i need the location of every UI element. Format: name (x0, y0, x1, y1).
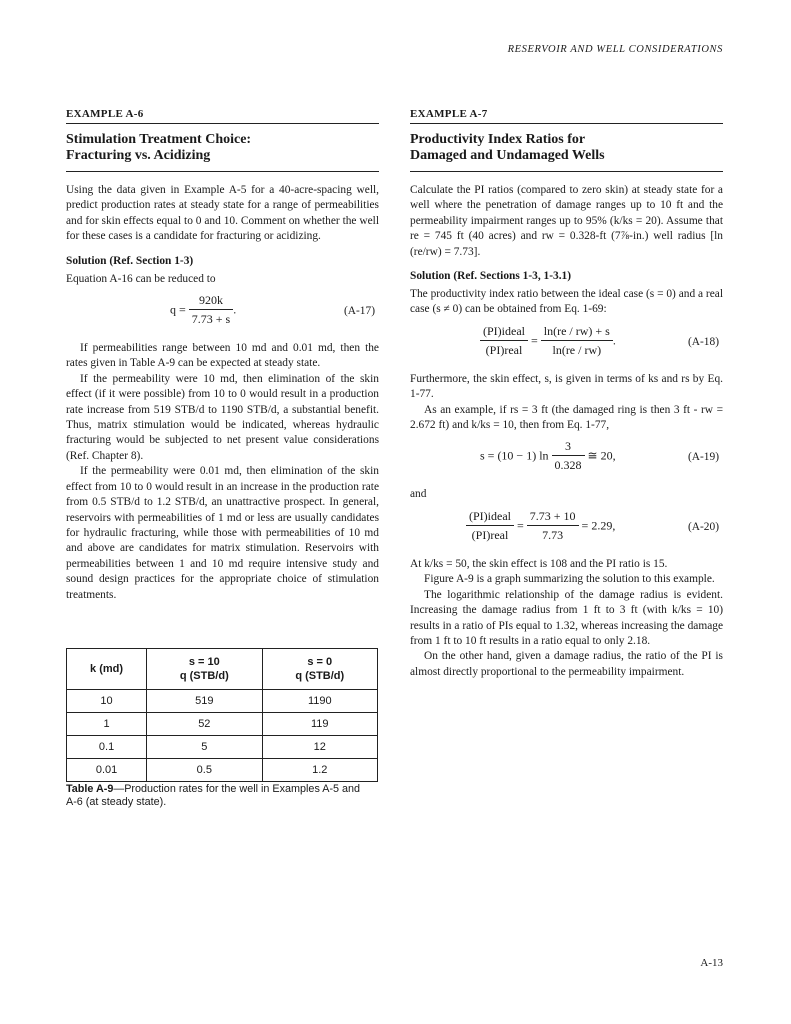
equation-a19 (410, 439, 723, 479)
cell-s0: 119 (262, 713, 377, 736)
skin-text: Furthermore, the skin effect, s, is given in terms of ks and rs by Eq. 1-77. (410, 372, 723, 401)
cell-s0: 12 (262, 736, 377, 759)
example-a7-solution-heading: Solution (Ref. Sections 1-3, 1-3.1) (410, 270, 572, 283)
example-a7-intro: Calculate the PI ratios (compared to zero skin) at steady state for a well where the penetration of damage ranges up to 10 ft and the permeability impairment ranges up to 95% (k/ks = 20). Assume that re = 745 ft (40 acres) and rw = 0.328-ft (7⅞-in.) well radius [ln (re/rw) = 7.73]. (410, 184, 723, 258)
result-text: At k/ks = 50, the skin effect is 108 and the PI ratio is 15. (410, 557, 668, 570)
header-k: k (md) (67, 649, 147, 690)
title-line: Fracturing vs. Acidizing (66, 148, 211, 163)
table-a9 (66, 648, 378, 782)
example-a6-solution-heading: Solution (Ref. Section 1-3) (66, 254, 194, 267)
title-line: Stimulation Treatment Choice: (66, 132, 252, 147)
pi-text: The productivity index ratio between the ideal case (s = 0) and a real case (s ≠ 0) can be obtained from Eq. 1-69: (410, 288, 723, 316)
eq20-rhs-num: 7.73 + 10 (527, 509, 579, 526)
cell-s10: 52 (147, 713, 262, 736)
divider (66, 171, 379, 172)
example-text: As an example, if rs = 3 ft (the damaged ring is then 3 ft - rw = 2.672 ft) and k/ks = 10, then from Eq. 1-77, (410, 403, 723, 432)
equation-a17: q = $\frac{920k}{7.73 + s}$ . (A-17) (170, 293, 375, 327)
eq17-numerator: 920k (189, 293, 233, 310)
table-row (67, 713, 378, 736)
example-a7-column (410, 108, 723, 680)
header-s10-top: s = 10 (188, 656, 220, 668)
divider (66, 123, 379, 124)
table-row (67, 690, 378, 713)
page-number: A-13 (700, 957, 723, 969)
eq17-number: (A-17) (344, 305, 375, 318)
equation-a18: $\frac{\text{(PI)ideal}}{\text{(PI)real}}$ = $\frac{\ln(re / rw) + s}{\ln(re / rw)}$ . (A-18) (410, 324, 723, 364)
cell-s10: 5 (147, 736, 262, 759)
table-a9-caption (66, 783, 366, 809)
eq18-lhs-num: (PI)ideal (480, 324, 528, 341)
cell-s0: 1.2 (262, 759, 377, 782)
eq18-number: (A-18) (688, 335, 719, 348)
example-a6-column (66, 108, 379, 603)
figure-text: Figure A-9 is a graph summarizing the solution to this example. (424, 573, 715, 586)
example-a6-label: EXAMPLE A-6 (66, 108, 144, 120)
divider (410, 171, 723, 172)
cell-s0: 1190 (262, 690, 377, 713)
title-line: Damaged and Undamaged Wells (410, 148, 605, 163)
eq20-lhs-num: (PI)ideal (466, 509, 514, 526)
cell-k: 1 (67, 713, 147, 736)
eq20-rhs-den: 7.73 (542, 527, 564, 542)
cell-k: 10 (67, 690, 147, 713)
eq18-rhs-num: ln(re / rw) + s (541, 324, 613, 341)
table-header-row (67, 649, 378, 690)
equation-a20: $\frac{\text{(PI)ideal}}{\text{(PI)real}}$ = $\frac{7.73 + 10}{7.73}$ = 2.29, (A-20) (410, 509, 723, 549)
eq17-denominator: 7.73 + s (191, 312, 231, 327)
example-a6-title (66, 132, 379, 164)
reduce-text: Equation A-16 can be reduced to (66, 272, 216, 285)
caption-text: —Production rates for the well in Examples A-5 and A-6 (at steady state). (66, 783, 361, 808)
eq20-number: (A-20) (688, 520, 719, 533)
divider (410, 123, 723, 124)
eq19-frac-num: 3 (552, 439, 585, 456)
eq19-lhs: s = (10 − 1) ln (480, 448, 549, 463)
table-row (67, 759, 378, 782)
paragraph: If permeabilities range between 10 md and 0.01 md, then the rates given in Table A-9 can be expected at steady state. (66, 342, 379, 370)
other-text: On the other hand, given a damage radius, the ratio of the PI is almost directly proportional to the permeability impairment. (410, 650, 723, 678)
eq17-lhs: q (170, 302, 176, 317)
title-line: Productivity Index Ratios for (410, 132, 586, 147)
header-s10-bottom: q (STB/d) (179, 670, 229, 682)
running-header: RESERVOIR AND WELL CONSIDERATIONS (507, 44, 723, 55)
eq18-lhs-den: (PI)real (485, 342, 523, 357)
paragraph: If the permeability were 0.01 md, then elimination of the skin effect from 10 to 0 would result in an increase in the production rate from 0.5 STB/d to 1.2 STB/d, an unattractive prospect. In general, reservoirs with permeabilities of 1 md or less are usually candidates for hydraulic fracturing, while those with permeabilities of 10 md and above are candidates for matrix stimulation. Reservoirs with permeabilities between 1 and 10 md require intensive study and sound design practices for the appropriate choice of stimulation treatments. (66, 465, 379, 601)
eq19-number: (A-19) (688, 451, 719, 464)
log-text: The logarithmic relationship of the damage radius is evident. Increasing the damage radius from 1 ft to 3 ft (with k/ks = 10) results in a ratio of PIs equal to 1.32, whereas increasing the damage from 1 ft to 10 ft results in a ratio equal to only 2.18. (410, 588, 723, 647)
cell-k: 0.01 (67, 759, 147, 782)
eq20-result: = 2.29, (581, 518, 616, 533)
header-s0-top: s = 0 (307, 656, 333, 668)
eq19-rhs: ≅ 20, (587, 448, 616, 463)
header-s10 (147, 649, 262, 690)
and-text: and (410, 488, 427, 501)
cell-s10: 519 (147, 690, 262, 713)
header-s0-bottom: q (STB/d) (295, 670, 345, 682)
header-s0 (262, 649, 377, 690)
example-a6-intro: Using the data given in Example A-5 for a 40-acre-spacing well, predict production rates at steady state for a range of permeabilities and for skin effects equal to 0 and 10. Comment on whether the well for these cases is a candidate for fracturing or acidizing. (66, 184, 379, 243)
eq19-frac-den: 0.328 (554, 458, 582, 473)
cell-s10: 0.5 (147, 759, 262, 782)
paragraph: If the permeability were 10 md, then elimination of the skin effect (if it were possible) from 10 to 0 would result in a production rate increase from 519 STB/d to 1190 STB/d, a substantial benefit. Thus, matrix stimulation would be indicated, whereas hydraulic fracturing would be subjected to net present value considerations (Ref. Chapter 8). (66, 372, 379, 462)
table-row (67, 736, 378, 759)
eq18-rhs-den: ln(re / rw) (552, 342, 602, 357)
example-a7-title (410, 132, 723, 164)
cell-k: 0.1 (67, 736, 147, 759)
eq20-lhs-den: (PI)real (471, 527, 509, 542)
example-a7-label: EXAMPLE A-7 (410, 108, 488, 120)
caption-label: Table A-9 (66, 783, 114, 795)
